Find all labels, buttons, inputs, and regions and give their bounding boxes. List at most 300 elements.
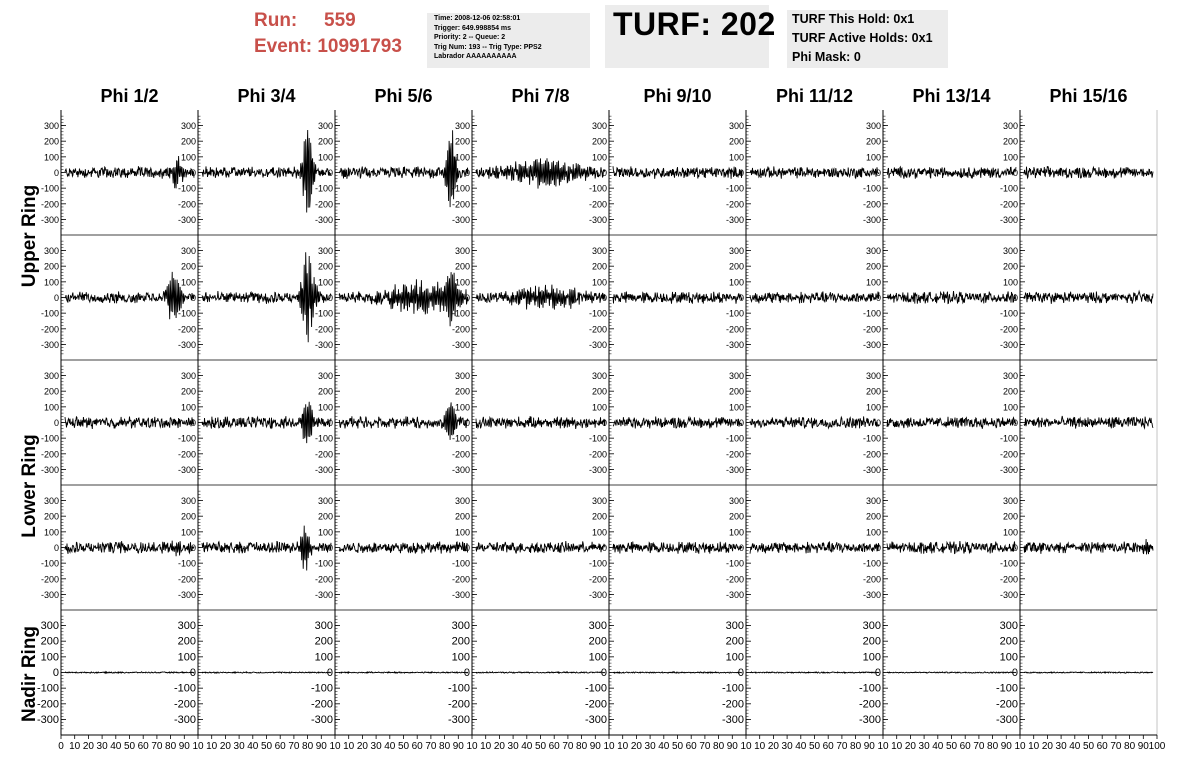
- y-tick-label: -100: [725, 433, 744, 444]
- run-label: Run:: [254, 10, 298, 31]
- y-tick-label: 0: [464, 168, 470, 178]
- y-tick-label: -100: [36, 682, 59, 695]
- y-tick-label: -300: [721, 713, 744, 726]
- x-tick-label: 20: [767, 741, 779, 752]
- x-tick-label: 40: [658, 741, 670, 752]
- y-tick-label: -100: [862, 433, 881, 444]
- y-tick-label: 100: [317, 402, 333, 413]
- y-tick-label: 300: [588, 620, 607, 633]
- y-tick-label: 300: [865, 121, 881, 132]
- y-tick-label: 300: [1002, 371, 1018, 382]
- x-tick-label: 90: [452, 741, 464, 752]
- y-tick-label: 200: [43, 136, 59, 147]
- y-tick-label: 200: [591, 511, 607, 522]
- y-tick-label: -300: [173, 713, 196, 726]
- y-tick-label: 300: [180, 371, 196, 382]
- y-tick-label: -100: [721, 682, 744, 695]
- y-tick-label: 200: [999, 635, 1018, 648]
- x-tick-label: 90: [1000, 741, 1012, 752]
- y-tick-label: -100: [862, 308, 881, 319]
- waveform-trace: [750, 291, 879, 303]
- y-tick-label: 200: [317, 261, 333, 272]
- waveform-trace: [1024, 166, 1153, 178]
- x-tick-label: 20: [1041, 741, 1053, 752]
- y-tick-label: 100: [865, 152, 881, 163]
- y-tick-label: 0: [1012, 168, 1018, 178]
- y-tick-label: -100: [40, 433, 59, 444]
- x-tick-label: 40: [795, 741, 807, 752]
- x-tick-label: 30: [370, 741, 382, 752]
- y-tick-label: 0: [1012, 543, 1018, 553]
- y-tick-label: -100: [999, 433, 1018, 444]
- y-tick-label: 300: [1002, 246, 1018, 257]
- y-tick-label: 300: [43, 371, 59, 382]
- y-tick-label: 300: [451, 620, 470, 633]
- y-tick-label: -100: [40, 558, 59, 569]
- y-tick-label: -100: [447, 682, 470, 695]
- y-tick-label: -200: [588, 449, 607, 460]
- info-trig-num: Trig Num: 193 -- Trig Type: PPS2: [434, 43, 542, 51]
- y-tick-label: 0: [875, 543, 881, 553]
- x-tick-label: 40: [247, 741, 259, 752]
- y-tick-label: -200: [721, 698, 744, 711]
- y-tick-label: -300: [447, 713, 470, 726]
- y-tick-label: -300: [725, 339, 744, 350]
- column-header-phi-13-14: Phi 13/14: [912, 86, 991, 106]
- waveform-trace: [613, 292, 742, 304]
- y-tick-label: -200: [862, 324, 881, 335]
- y-tick-label: 100: [40, 651, 59, 664]
- y-tick-label: -300: [999, 589, 1018, 600]
- column-header-phi-7-8: Phi 7/8: [511, 86, 570, 106]
- y-tick-label: 0: [52, 667, 59, 679]
- y-tick-label: 200: [314, 635, 333, 648]
- y-tick-label: -200: [584, 698, 607, 711]
- waveform-trace: [887, 672, 1016, 673]
- y-tick-label: -100: [862, 558, 881, 569]
- y-tick-label: 100: [43, 152, 59, 163]
- y-tick-label: 100: [317, 152, 333, 163]
- y-tick-label: 200: [591, 261, 607, 272]
- y-tick-label: 200: [728, 511, 744, 522]
- y-tick-label: -100: [451, 558, 470, 569]
- y-tick-label: -200: [177, 324, 196, 335]
- waveform-trace: [65, 541, 194, 557]
- x-tick-label: 60: [959, 741, 971, 752]
- phi-mask: Phi Mask: 0: [792, 50, 861, 64]
- turf-title: TURF: 202: [613, 6, 776, 42]
- y-tick-label: 100: [725, 651, 744, 664]
- x-tick-label: 80: [302, 741, 314, 752]
- y-tick-label: 100: [317, 527, 333, 538]
- waveform-trace: [476, 416, 605, 429]
- y-tick-label: 300: [177, 620, 196, 633]
- y-tick-label: 300: [314, 620, 333, 633]
- y-tick-label: 100: [454, 152, 470, 163]
- y-tick-label: 0: [1011, 667, 1018, 679]
- y-tick-label: -200: [447, 698, 470, 711]
- y-tick-label: 100: [862, 651, 881, 664]
- y-tick-label: -200: [999, 324, 1018, 335]
- waveform-trace: [339, 402, 468, 440]
- column-header-phi-15-16: Phi 15/16: [1049, 86, 1128, 106]
- x-tick-label: 60: [274, 741, 286, 752]
- waveform-trace: [476, 158, 605, 188]
- y-tick-label: 300: [725, 620, 744, 633]
- waveform-trace: [202, 130, 331, 213]
- x-tick-label: 50: [945, 741, 958, 752]
- x-tick-label: 50: [1082, 741, 1095, 752]
- y-tick-label: 100: [317, 277, 333, 288]
- y-tick-label: -200: [862, 574, 881, 585]
- waveform-trace: [202, 402, 331, 443]
- y-tick-label: 0: [327, 418, 333, 428]
- y-tick-label: 100: [591, 152, 607, 163]
- y-tick-label: 200: [454, 386, 470, 397]
- y-tick-label: -100: [725, 183, 744, 194]
- turf-active-holds: TURF Active Holds: 0x1: [792, 31, 933, 45]
- y-tick-label: -300: [588, 589, 607, 600]
- x-tick-label: 80: [713, 741, 725, 752]
- y-tick-label: -200: [995, 698, 1018, 711]
- y-tick-label: -100: [314, 558, 333, 569]
- y-tick-label: 200: [317, 136, 333, 147]
- y-tick-label: 100: [180, 152, 196, 163]
- x-tick-label: 60: [411, 741, 423, 752]
- y-tick-label: 300: [591, 246, 607, 257]
- waveform-trace: [339, 272, 468, 326]
- y-tick-label: -300: [999, 214, 1018, 225]
- y-tick-label: 200: [725, 635, 744, 648]
- x-tick-label: 50: [123, 741, 136, 752]
- x-tick-label: 0: [58, 741, 64, 752]
- y-tick-label: -300: [40, 464, 59, 475]
- column-header-phi-3-4: Phi 3/4: [237, 86, 296, 106]
- y-tick-label: -300: [588, 464, 607, 475]
- y-tick-label: -300: [862, 589, 881, 600]
- y-tick-label: 200: [1002, 511, 1018, 522]
- x-tick-label: 10: [329, 741, 341, 752]
- x-tick-label: 20: [356, 741, 368, 752]
- x-tick-label: 60: [548, 741, 560, 752]
- y-tick-label: -200: [177, 574, 196, 585]
- column-header-phi-5-6: Phi 5/6: [374, 86, 433, 106]
- x-tick-label: 40: [384, 741, 396, 752]
- y-tick-label: -200: [177, 449, 196, 460]
- y-tick-label: 0: [327, 293, 333, 303]
- y-tick-label: 300: [454, 496, 470, 507]
- y-tick-label: 100: [43, 277, 59, 288]
- y-tick-label: 0: [875, 293, 881, 303]
- y-tick-label: 0: [464, 293, 470, 303]
- y-tick-label: 200: [591, 386, 607, 397]
- y-tick-label: 100: [591, 277, 607, 288]
- y-tick-label: 200: [180, 511, 196, 522]
- y-tick-label: -200: [862, 199, 881, 210]
- y-tick-label: 0: [326, 667, 333, 679]
- y-tick-label: 0: [1012, 418, 1018, 428]
- x-tick-label: 10: [192, 741, 204, 752]
- y-tick-label: 200: [180, 386, 196, 397]
- y-tick-label: 100: [1002, 277, 1018, 288]
- y-tick-label: -300: [314, 339, 333, 350]
- waveform-trace: [476, 541, 605, 554]
- y-tick-label: 100: [865, 527, 881, 538]
- y-tick-label: 300: [728, 371, 744, 382]
- y-tick-label: 0: [738, 168, 744, 178]
- waveform-trace: [750, 672, 879, 673]
- x-tick-label: 70: [151, 741, 163, 752]
- x-tick-label: 90: [1137, 741, 1149, 752]
- nadir-ring-label: Nadir Ring: [19, 625, 40, 723]
- x-tick-label: 10: [206, 741, 218, 752]
- x-tick-label: 40: [110, 741, 122, 752]
- y-tick-label: -300: [451, 339, 470, 350]
- y-tick-label: 0: [1012, 293, 1018, 303]
- column-header-phi-9-10: Phi 9/10: [643, 86, 712, 106]
- y-tick-label: -300: [310, 713, 333, 726]
- waveform-trace: [1024, 672, 1153, 673]
- waveform-trace: [613, 672, 742, 673]
- y-tick-label: -100: [999, 558, 1018, 569]
- y-tick-label: -200: [40, 449, 59, 460]
- y-tick-label: 200: [588, 635, 607, 648]
- waveform-trace: [339, 130, 470, 210]
- y-tick-label: 0: [601, 543, 607, 553]
- y-tick-label: -100: [862, 183, 881, 194]
- y-tick-label: 200: [43, 261, 59, 272]
- y-tick-label: -200: [999, 574, 1018, 585]
- waveform-trace: [202, 672, 331, 673]
- y-tick-label: 200: [865, 136, 881, 147]
- y-tick-label: -100: [584, 682, 607, 695]
- y-tick-label: 200: [180, 261, 196, 272]
- y-tick-label: -300: [451, 589, 470, 600]
- y-tick-label: -300: [725, 589, 744, 600]
- y-tick-label: -100: [314, 433, 333, 444]
- y-tick-label: 200: [454, 136, 470, 147]
- y-tick-label: 0: [875, 418, 881, 428]
- y-tick-label: 100: [451, 651, 470, 664]
- y-tick-label: 0: [738, 293, 744, 303]
- y-tick-label: 300: [454, 371, 470, 382]
- y-tick-label: -100: [588, 308, 607, 319]
- x-tick-label: 90: [863, 741, 875, 752]
- y-tick-label: -100: [173, 682, 196, 695]
- x-tick-label: 70: [562, 741, 574, 752]
- y-tick-label: 100: [454, 402, 470, 413]
- x-tick-label: 50: [397, 741, 410, 752]
- x-tick-label: 10: [740, 741, 752, 752]
- y-tick-label: 200: [180, 136, 196, 147]
- x-tick-label: 70: [699, 741, 711, 752]
- info-priority: Priority: 2 -- Queue: 2: [434, 34, 506, 42]
- y-tick-label: -200: [314, 199, 333, 210]
- y-tick-label: -200: [858, 698, 881, 711]
- y-tick-label: 100: [454, 527, 470, 538]
- y-tick-label: -100: [314, 308, 333, 319]
- x-tick-label: 10: [69, 741, 81, 752]
- x-tick-label: 10: [1028, 741, 1040, 752]
- y-tick-label: 300: [317, 121, 333, 132]
- y-tick-label: -300: [40, 214, 59, 225]
- y-tick-label: 200: [865, 386, 881, 397]
- waveform-trace: [476, 672, 605, 673]
- x-tick-label: 70: [425, 741, 437, 752]
- y-tick-label: -200: [314, 324, 333, 335]
- y-tick-label: -200: [310, 698, 333, 711]
- y-tick-label: -200: [40, 574, 59, 585]
- waveform-trace: [65, 156, 194, 188]
- waveform-trace: [887, 541, 1016, 554]
- waveform-trace: [476, 285, 605, 310]
- y-tick-label: 300: [591, 496, 607, 507]
- waveform-trace: [613, 166, 742, 179]
- y-tick-label: -200: [588, 199, 607, 210]
- x-tick-label: 80: [439, 741, 451, 752]
- y-tick-label: 100: [177, 651, 196, 664]
- y-tick-label: -300: [862, 339, 881, 350]
- y-tick-label: -200: [451, 574, 470, 585]
- event-value: 10991793: [317, 36, 402, 57]
- y-tick-label: -100: [725, 308, 744, 319]
- y-tick-label: -300: [451, 464, 470, 475]
- y-tick-label: 200: [865, 511, 881, 522]
- y-tick-label: 200: [40, 635, 59, 648]
- waveform-trace: [65, 417, 194, 429]
- lower-ring-label: Lower Ring: [19, 434, 40, 538]
- y-tick-label: 0: [53, 418, 59, 428]
- y-tick-label: -100: [999, 308, 1018, 319]
- y-tick-label: 300: [999, 620, 1018, 633]
- y-tick-label: 300: [317, 496, 333, 507]
- y-tick-label: -300: [177, 339, 196, 350]
- y-tick-label: 200: [454, 511, 470, 522]
- y-tick-label: 300: [1002, 121, 1018, 132]
- y-tick-label: -200: [588, 574, 607, 585]
- y-tick-label: -200: [177, 199, 196, 210]
- x-tick-label: 80: [987, 741, 999, 752]
- y-tick-label: 300: [180, 246, 196, 257]
- column-header-phi-1-2: Phi 1/2: [100, 86, 159, 106]
- y-tick-label: 100: [728, 277, 744, 288]
- x-tick-label: 30: [233, 741, 245, 752]
- run-value: 559: [324, 10, 356, 31]
- y-tick-label: 100: [1002, 527, 1018, 538]
- y-tick-label: -200: [451, 324, 470, 335]
- x-tick-label: 70: [973, 741, 985, 752]
- x-tick-label: 10: [617, 741, 629, 752]
- y-tick-label: -300: [36, 713, 59, 726]
- y-tick-label: -200: [862, 449, 881, 460]
- x-tick-label: 90: [726, 741, 738, 752]
- y-tick-label: 100: [591, 402, 607, 413]
- y-tick-label: 300: [40, 620, 59, 633]
- y-tick-label: -200: [314, 574, 333, 585]
- y-tick-label: 0: [601, 293, 607, 303]
- y-tick-label: -200: [725, 449, 744, 460]
- turf-this-hold: TURF This Hold: 0x1: [792, 12, 915, 26]
- x-tick-label: 60: [137, 741, 149, 752]
- y-tick-label: 0: [874, 667, 881, 679]
- y-tick-label: 0: [190, 168, 196, 178]
- y-tick-label: 300: [862, 620, 881, 633]
- y-tick-label: 300: [43, 246, 59, 257]
- y-tick-label: -300: [858, 713, 881, 726]
- x-tick-label: 70: [1110, 741, 1122, 752]
- y-tick-label: 200: [1002, 136, 1018, 147]
- y-tick-label: 300: [180, 121, 196, 132]
- y-tick-label: 100: [180, 402, 196, 413]
- y-tick-label: 200: [1002, 386, 1018, 397]
- y-tick-label: 100: [728, 152, 744, 163]
- x-tick-label: 10: [754, 741, 766, 752]
- y-tick-label: 200: [177, 635, 196, 648]
- y-tick-label: -100: [588, 433, 607, 444]
- x-tick-label: 90: [315, 741, 327, 752]
- y-tick-label: -300: [40, 339, 59, 350]
- x-tick-label: 90: [589, 741, 601, 752]
- waveform-trace: [202, 526, 331, 571]
- x-tick-label: 70: [836, 741, 848, 752]
- y-tick-label: 0: [600, 667, 607, 679]
- y-tick-label: 100: [43, 402, 59, 413]
- y-tick-label: 100: [865, 402, 881, 413]
- y-tick-label: -100: [588, 558, 607, 569]
- x-tick-label: 10: [891, 741, 903, 752]
- y-tick-label: 0: [875, 168, 881, 178]
- y-tick-label: -300: [725, 214, 744, 225]
- x-tick-label: 30: [1055, 741, 1067, 752]
- y-tick-label: 0: [601, 418, 607, 428]
- y-tick-label: 300: [317, 371, 333, 382]
- waveform-trace: [613, 417, 742, 429]
- x-tick-label: 10: [877, 741, 889, 752]
- x-tick-label: 70: [288, 741, 300, 752]
- y-tick-label: -100: [995, 682, 1018, 695]
- y-tick-label: -200: [40, 324, 59, 335]
- y-tick-label: 300: [728, 496, 744, 507]
- x-tick-label: 40: [932, 741, 944, 752]
- y-tick-label: -100: [588, 183, 607, 194]
- y-tick-label: 100: [43, 527, 59, 538]
- y-tick-label: 0: [738, 543, 744, 553]
- y-tick-label: 200: [43, 386, 59, 397]
- x-tick-label: 30: [644, 741, 656, 752]
- y-tick-label: -200: [588, 324, 607, 335]
- y-tick-label: 300: [454, 246, 470, 257]
- y-tick-label: -200: [725, 199, 744, 210]
- x-tick-label: 20: [630, 741, 642, 752]
- y-tick-label: -300: [177, 464, 196, 475]
- waveform-trace: [613, 542, 742, 554]
- x-tick-label: 10: [1014, 741, 1026, 752]
- x-tick-label: 10: [480, 741, 492, 752]
- event-label: Event:: [254, 36, 313, 57]
- y-tick-label: 0: [327, 168, 333, 178]
- x-tick-label: 80: [850, 741, 862, 752]
- y-tick-label: 200: [451, 635, 470, 648]
- y-tick-label: -100: [725, 558, 744, 569]
- y-tick-label: 0: [463, 667, 470, 679]
- y-tick-label: 200: [862, 635, 881, 648]
- y-tick-label: -100: [314, 183, 333, 194]
- y-tick-label: -300: [314, 464, 333, 475]
- y-tick-label: 200: [43, 511, 59, 522]
- y-tick-label: 100: [180, 277, 196, 288]
- y-tick-label: 200: [865, 261, 881, 272]
- x-tick-label: 10: [603, 741, 615, 752]
